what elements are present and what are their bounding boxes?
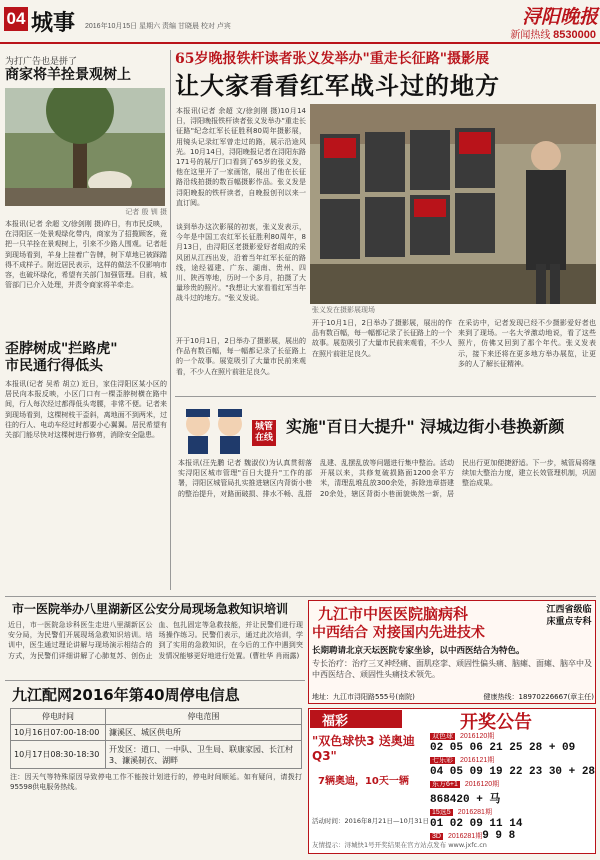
lottery-row-label: 东方6+1 [432,781,458,788]
lead-title: 让大家看看红军战斗过的地方 [175,71,500,100]
lead-body-3: 开于10月1日，2日举办了摄影展，展出的作品有数百幅，每一幅都记录了长征路上的一个故事。展览吸引了大量市民前来观看，不少人在照片前驻足良久。 [312,319,452,358]
lead-body-2: 谈到举办这次影展的初衷，张义发表示，今年是中国工农红军长征胜利80周年，8月13日，由浔阳区老摄影爱好者组成的采风团从江西出发，沿着当年红军长征的路线，途经福建、广东、湖南、贵州、四川、陕西等地，历时一个多月，拍摄了大量珍贵的照片。"我想让大家看看红军当年战斗过的地方。"张义发说。 [176,223,306,303]
ad-invite: 长期聘请北京天坛医院专家坐诊，以中西医结合为特色。 [312,646,525,656]
lottery-row-numbers: 868420 + 马 [430,794,501,806]
hotline-label: 新闻热线 [510,30,551,41]
lottery-row-label: 3D [432,833,441,840]
story2-body: 本报讯(记者 吴希 胡立) 近日，家住浔阳区某小区的居民向本报反映，小区门口有一棵歪脖树横在路中间，行人每次经过都得低头弯腰，非常不便。记者来到现场看到，这棵树枝干歪斜，离地面不到两米，过往的行人、电动车经过时都要小心翼翼。居民希望有关部门能尽快对这棵树进行修剪，消除安全隐患。 [5,380,167,440]
lottery-row-date: 2016120期 [460,733,495,740]
power-table-header [11,709,302,725]
power-title: 九江配网2016年第40周停电信息 [12,686,240,704]
lottery-row [430,778,594,806]
page-number: 04 [4,7,28,31]
power-cell-range: 濂溪区、城区供电所 [106,725,302,741]
lottery-row [430,754,594,778]
section-rule-2 [5,596,596,597]
story1-title: 商家将羊拴景观树上 [5,67,131,83]
ad-side-tag: 江西省级临床重点专科 [546,605,592,627]
column-divider [170,50,171,590]
lead-photo [310,104,596,304]
lottery-row-numbers: 02 05 06 21 25 28 + 09 [430,742,576,754]
lottery-row-label: 七乐彩 [432,757,453,764]
power-cell-range: 开发区：道口、一中队、卫生局、联康家园、长江村3、濂溪制衣、湖畔 [106,741,302,769]
power-cell-time: 10月17日08:30-18:30 [11,741,106,769]
tree-photo-illustration [5,88,165,206]
lottery-row [430,806,594,830]
story1-photo-caption: 记者 殷 钏 摄 [125,208,167,216]
lottery-row-label: 双色球 [432,733,453,740]
power-col-time: 停电时间 [11,709,106,725]
lead-body-1: 本报讯(记者 余超 文/徐剑刚 摄)10月14日，浔阳晚报铁杆读者张义发举办"重走长征路"纪念红军长征胜利80周年摄影展，用镜头记录红军曾走过的路，展示沿途风光。10月14日，浔阳晚报记者在浔阳东路171号的展厅门口看到了65岁的张义发，他在这里开了一家画馆，展出了他在长征路沿线拍摄的数百幅摄影作品。张义发是浔阳晚报的铁杆读者，自晚报创刊以来一直订阅。 [176,107,306,207]
ad-treat: 专长治疗：治疗三叉神经痛、面肌痉挛、顽固性偏头痛、脑瘫、面瘫、脑卒中及中西医结合、顽固性头痛技术领先。 [312,659,592,679]
ad-address: 地址：九江市浔阳路555号(南院) [312,693,415,701]
issue-meta: 2016年10月15日 星期六 责编 甘晓晨 校对 卢宾 [85,23,231,30]
power-table-wrap [10,708,302,812]
lottery-row-date: 2016120期 [464,781,500,788]
lottery-row-numbers: 9 9 8 [482,830,516,842]
exhibition-photo-illustration [310,104,596,304]
lottery-row-numbers: 04 05 09 19 22 23 30 + 28 [430,766,596,778]
lottery-row-label: 15选5 [432,809,451,816]
table-row [11,725,302,741]
lead-photo-caption: 张义发在摄影展现场 [312,306,375,314]
hospital-body: 近日，市一医院急诊科医生走进八里湖新区公安分局，为民警们开展现场急救知识培训。培训中，医生通过理论讲解与现场演示相结合的方式，为民警们详细讲解了心肺复苏、创伤止血、包扎固定等急救技能，并让民警们进行现场操作练习。民警们表示，通过此次培训，学到了实用的急救知识，在今后的工作中遇到突发情况能够更好地进行处置。(曹杜华 肖雨露) [8,621,303,660]
masthead-logo: 浔阳晚报 [521,6,598,28]
table-row [11,741,302,769]
hospital-title: 市一医院举办八里湖新区公安分局现场急救知识培训 [12,602,289,616]
lottery-period: 活动时间：2016年8月21日—10月31日 [312,817,429,825]
story2-title: 歪脖树成"拦路虎" 市民通行得低头 [5,341,118,374]
lottery-heading: 开奖公告 [460,712,532,733]
lottery-footer: 友情提示：浔城快1号开奖结果在官方站点发布 www.jxfc.cn [312,841,487,849]
lottery-row [430,730,594,754]
lottery-promo: "双色球快3 送奥迪Q3" [312,734,415,763]
lottery-results [430,730,594,842]
story1-photo [5,88,165,206]
chengguan-stamp [178,400,248,456]
ad-hospital-name: 九江市中医医院脑病科 [318,605,469,623]
lottery-row-date: 2016281期 [457,809,492,816]
lead-body-4: 在采访中，记者发现已经不少摄影爱好者也来到了现场。一名大爷激动地说，看了这些照片，仿佛又回到了那个年代。张义发表示，接下来还将在更多地方举办展览，让更多的人了解长征精神。 [458,319,596,368]
lottery-row-numbers: 01 02 09 11 14 [430,818,523,830]
lottery-row-date: 2016121期 [460,757,495,764]
section-rule [175,396,596,397]
power-table [10,708,302,769]
left-column [5,50,167,590]
story1-body: 本报讯(记者 余超 文/徐剑刚 摄)昨日，有市民反映，在浔阳区一处景观绿化带内，商家为了招揽顾客，竟把一只羊拴在景观树上，引来不少路人围观。记者赶到现场看到，羊身上挂着广告牌，树下草地已被踩踏得不成样子。附近居民表示，这样的做法不仅影响市容，也破坏绿化，希望有关部门加强管理。目前，城管部门已介入处理，并责令商家将羊牵走。 [5,220,167,290]
section-title: 城事 [31,10,76,36]
hundred-days-body: 本报讯(汪先鹏 记者 魏淑仪)为认真贯彻落实浔阳区城市管理"百日大提升"工作的部署，浔阳区城管局扎实推进辖区内背街小巷的整治提升，对路面破损、排水不畅、乱搭乱建、乱摆乱放等问题进行集中整治。活动开展以来，共修复破损路面1200余平方米，清理乱堆乱放300余处，拆除违章搭建20余处，辖区背街小巷面貌焕然一新，居民出行更加便捷舒适。下一步，城管局将继续加大整治力度，建立长效管理机制，巩固整治成果。 [178,459,596,498]
ad-phone: 健康热线：18970226667(章主任) [483,693,594,701]
police-mascot-icon [178,400,248,456]
story1-subtitle: 为打广告也是拼了 [5,57,78,67]
power-cell-time: 10月16日07:00-18:00 [11,725,106,741]
chengguan-label: 城管在线 [252,420,276,446]
hotline [450,26,596,40]
ad-slogan: 中西结合 对接国内先进技术 [312,625,485,641]
power-note: 注：因天气等特殊原因导致停电工作不能按计划进行的，停电时间顺延。如有疑问，请拨打95598供电服务热线。 [10,773,302,792]
hotline-number: 8530000 [553,29,596,41]
lottery-brand: 福彩 [322,714,349,729]
lottery-promo-2: 7辆奥迪，10天一辆 [318,776,409,787]
section-rule-3 [5,680,305,681]
lead-subtitle: 65岁晚报铁杆读者张义发举办"重走长征路"摄影展 [175,51,490,67]
lead-body-2b: 开于10月1日，2日举办了摄影展，展出的作品有数百幅，每一幅都记录了长征路上的一个故事。展览吸引了大量市民前来观看，不少人在照片前驻足良久。 [176,337,306,376]
lottery-row-date: 2016281期 [447,833,483,840]
hundred-days-title: 实施"百日大提升" 浔城边街小巷换新颜 [286,417,565,436]
power-col-range: 停电范围 [106,709,302,725]
